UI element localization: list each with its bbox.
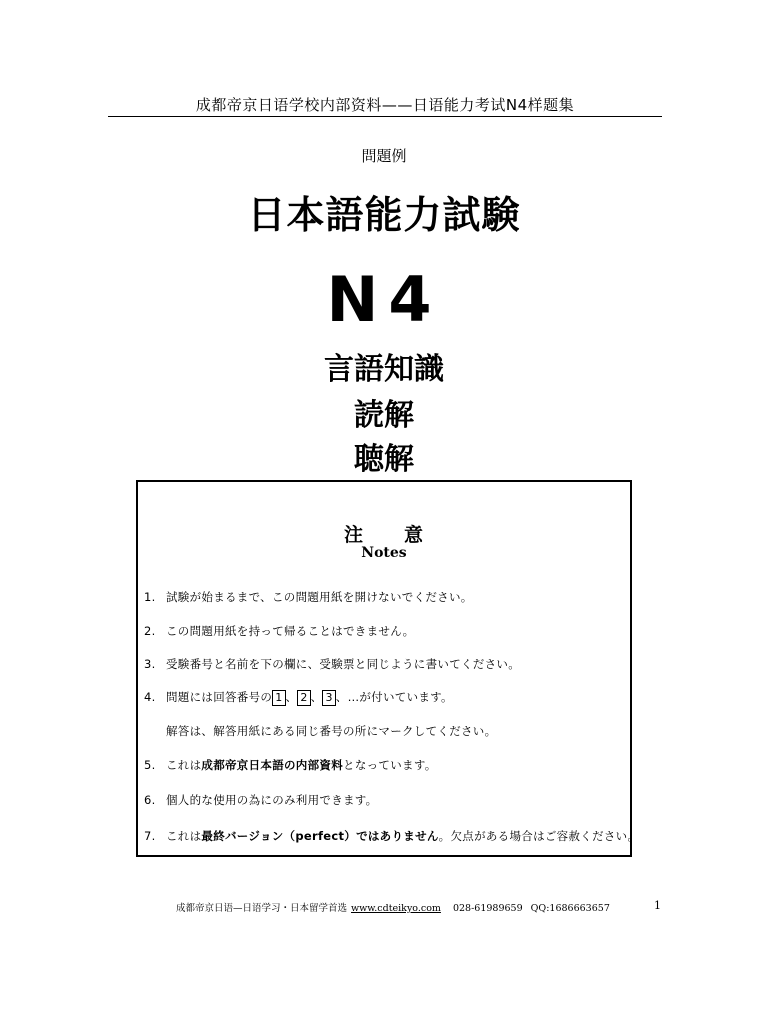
note-text: これは [166,758,202,772]
notes-title [138,520,630,547]
note-text-end: 、…が付いています。 [335,690,453,704]
note-text: これは [166,829,202,843]
answer-number-box-1: 1 [272,690,285,706]
note-item-1 [144,589,628,605]
note-text-end: 。欠点がある場合はご容赦ください。 [438,829,640,843]
section-listening: 聴解 [354,442,414,477]
note-text: 受験番号と名前を下の欄に、受験票と同じように書いてください。 [166,657,520,671]
footer-phone: 028-61989659 [452,903,523,914]
note-number: 5. [144,758,156,772]
note-text: 解答は、解答用紙にある同じ番号の所にマークしてください。 [166,724,497,738]
note-number: 6. [144,793,156,807]
note-text: 試験が始まるまで、この問題用紙を開けないでください。 [166,590,473,604]
answer-number-box-3: 3 [322,690,335,706]
footer-url-link[interactable]: www.cdteikyo.com [351,903,441,914]
note-bold-text: 成都帝京日本語の内部資料 [201,758,344,772]
note-item-7 [144,828,640,844]
note-item-4-continued [144,723,628,739]
note-item-5 [144,757,628,773]
exam-level: N4 [326,263,442,336]
note-text: 問題には回答番号の [166,690,273,704]
note-number: 1. [144,590,156,604]
note-text: 個人的な使用の為にのみ利用できます。 [166,793,378,807]
note-text: この問題用紙を持って帰ることはできません。 [166,624,415,638]
notes-title-right: 意 [404,524,425,546]
document-footer [176,900,610,914]
note-number: 3. [144,657,156,671]
document-header: 成都帝京日语学校内部资料——日语能力考试N4样题集 [195,96,575,114]
footer-qq: QQ:1686663657 [530,903,610,914]
header-rule [108,116,662,117]
notes-box [136,480,640,857]
note-text-end: となっています。 [343,758,437,772]
note-item-3 [144,656,628,672]
page-number: 1 [654,899,661,912]
note-number: 7. [144,829,156,843]
note-item-4 [144,689,628,706]
footer-school: 成都帝京日语—日语学习・日本留学首选 [176,903,348,914]
section-reading: 読解 [354,398,414,433]
note-item-6 [144,792,628,808]
note-bold-text: 最終バージョン（perfect）ではありません [201,829,439,843]
notes-subtitle: Notes [361,545,407,561]
sample-label: 問題例 [361,147,407,165]
note-number: 4. [144,690,156,704]
answer-number-box-2: 2 [297,690,310,706]
notes-title-left: 注 [343,524,364,546]
separator: 、 [285,690,298,704]
exam-title: 日本語能力試験 [247,193,521,237]
note-number: 2. [144,624,156,638]
note-item-2 [144,623,628,639]
separator: 、 [310,690,323,704]
section-language-knowledge: 言語知識 [324,352,444,387]
